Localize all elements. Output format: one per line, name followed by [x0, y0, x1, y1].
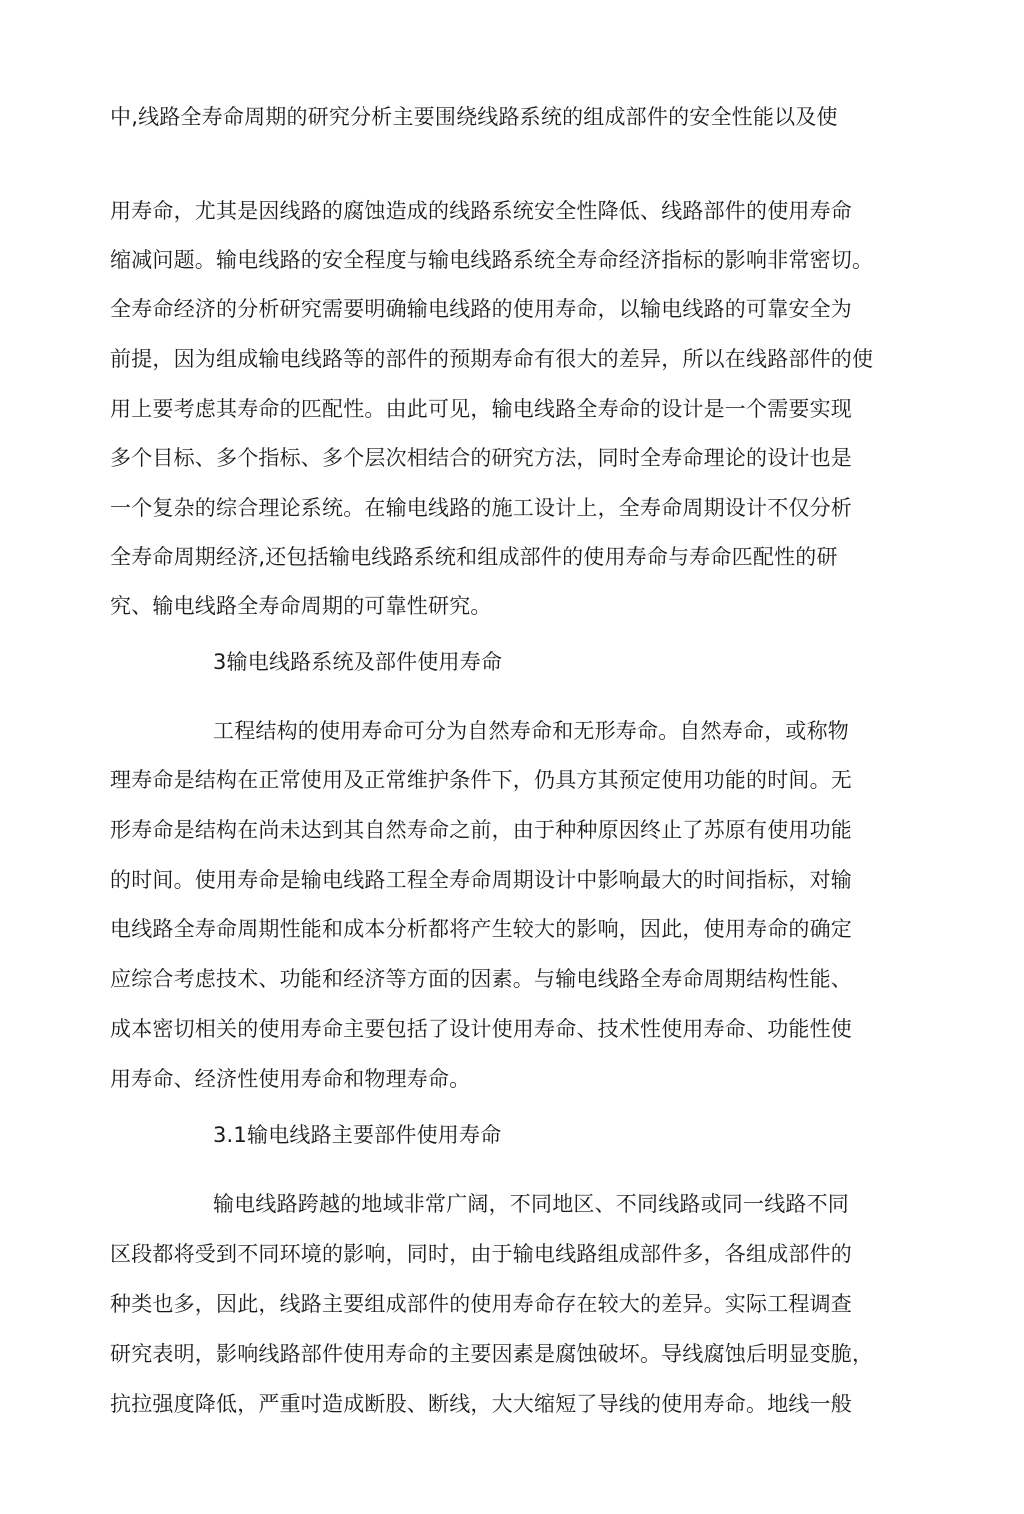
paragraph-2-line-7: 成本密切相关的使用寿命主要包括了设计使用寿命、技术性使用寿命、功能性使	[110, 1017, 852, 1041]
paragraph-1-line-5: 用上要考虑其寿命的匹配性。由此可见，输电线路全寿命的设计是一个需要实现	[110, 397, 852, 421]
section-heading-3: 3输电线路系统及部件使用寿命	[213, 650, 503, 674]
paragraph-1-line-1: 用寿命，尤其是因线路的腐蚀造成的线路系统安全性降低、线路部件的使用寿命	[110, 199, 852, 223]
paragraph-2-line-5: 电线路全寿命周期性能和成本分析都将产生较大的影响，因此，使用寿命的确定	[110, 917, 852, 941]
paragraph-3-line-5: 抗拉强度降低，严重吋造成断股、断线，大大缩短了导线的使用寿命。地线一般	[110, 1392, 852, 1416]
paragraph-1-line-6: 多个目标、多个指标、多个层次相结合的研究方法，同时全寿命理论的设计也是	[110, 446, 852, 470]
paragraph-1-line-4: 前提，因为组成输电线路等的部件的预期寿命有很大的差异，所以在线路部件的使	[110, 347, 874, 371]
paragraph-3-line-2: 区段都将受到不同环境的影响，同时，由于输电线路组成部件多，各组成部件的	[110, 1242, 852, 1266]
paragraph-1-line-7: 一个复杂的综合理论系统。在输电线路的施工设计上，全寿命周期设计不仅分析	[110, 496, 852, 520]
paragraph-1-line-8: 全寿命周期经济,还包括输电线路系统和组成部件的使用寿命与寿命匹配性的研	[110, 545, 838, 569]
paragraph-3-line-1: 输电线路跨越的地域非常广阔，不同地区、不同线路或同一线路不同	[213, 1192, 849, 1216]
paragraph-3-line-3: 种类也多，因此，线路主要组成部件的使用寿命存在较大的差异。实际工程调查	[110, 1292, 852, 1316]
intro-line: 中,线路全寿命周期的研究分析主要围绕线路系统的组成部件的安全性能以及使	[110, 105, 838, 129]
paragraph-1-line-2: 缩减问题。输电线路的安全程度与输电线路系统全寿命经济指标的影响非常密切。	[110, 248, 874, 272]
section-heading-3-1: 3.1输电线路主要部件使用寿命	[213, 1123, 502, 1147]
paragraph-1-line-3: 全寿命经济的分析研究需要明确输电线路的使用寿命，以输电线路的可靠安全为	[110, 297, 852, 321]
paragraph-2-line-8: 用寿命、经济性使用寿命和物理寿命。	[110, 1067, 471, 1091]
paragraph-2-line-1: 工程结构的使用寿命可分为自然寿命和无形寿命。自然寿命，或称物	[213, 719, 849, 743]
paragraph-2-line-4: 的时间。使用寿命是输电线路工程全寿命周期设计中影响最大的时间指标，对输	[110, 868, 852, 892]
paragraph-3-line-4: 研究表明，影响线路部件使用寿命的主要因素是腐蚀破坏。导线腐蚀后明显变脆，	[110, 1342, 874, 1366]
paragraph-2-line-6: 应综合考虑技术、功能和经济等方面的因素。与输电线路全寿命周期结构性能、	[110, 967, 852, 991]
paragraph-2-line-2: 理寿命是结构在正常使用及正常维护条件下，仍具方其预定使用功能的时间。无	[110, 768, 852, 792]
paragraph-2-line-3: 形寿命是结构在尚未达到其自然寿命之前，由于种种原因终止了苏原有使用功能	[110, 818, 852, 842]
paragraph-1-line-9: 究、输电线路全寿命周期的可靠性研究。	[110, 594, 492, 618]
